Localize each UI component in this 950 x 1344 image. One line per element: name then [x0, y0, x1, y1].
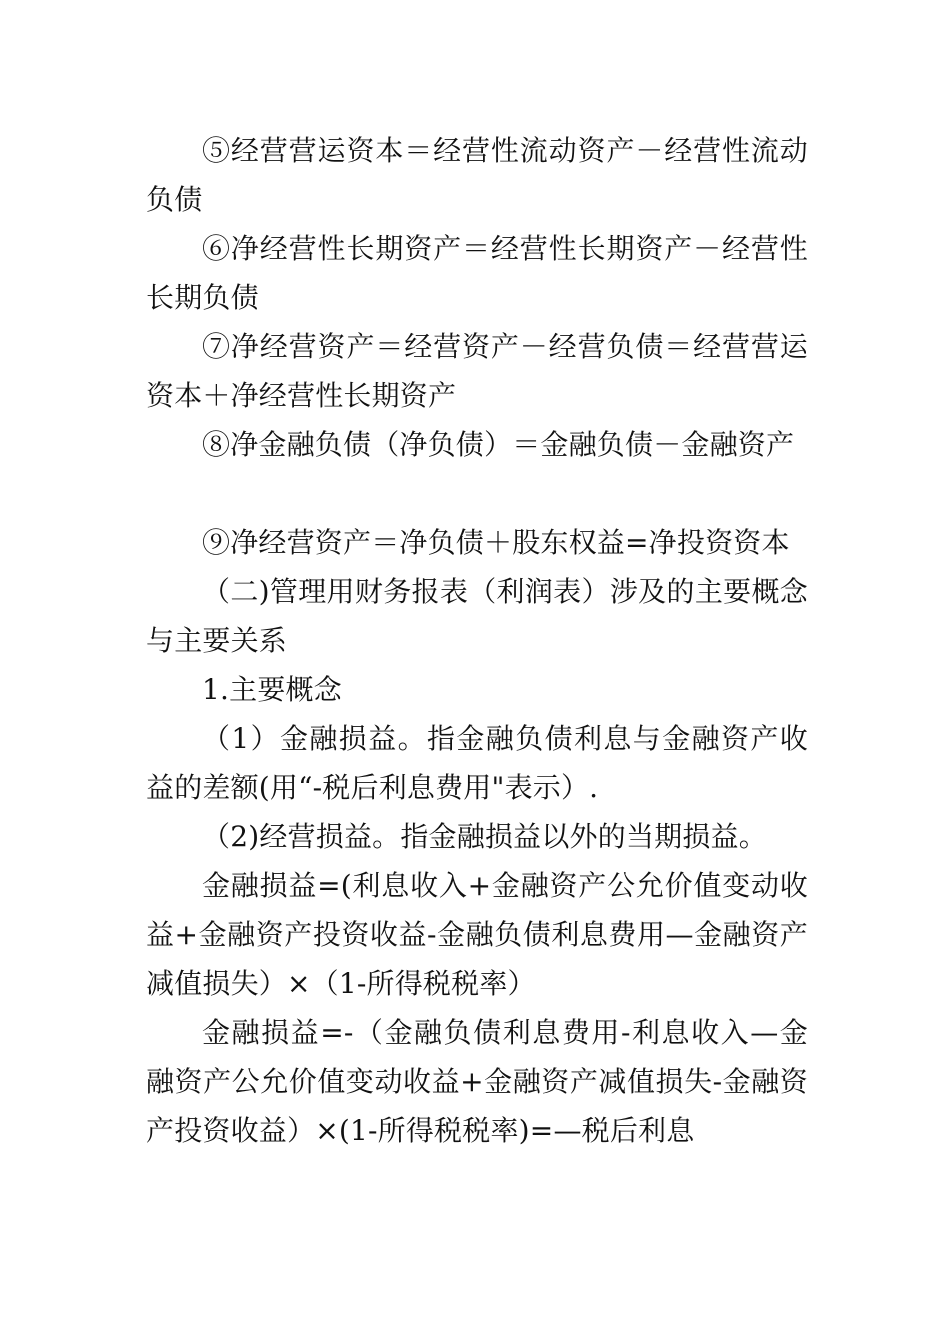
document-body [146, 126, 808, 1155]
formula-financial-profit-loss-1: 金融损益=(利息收入+金融资产公允价值变动收益+金融资产投资收益-金融负债利息费用—金融资产减值损失）×（1-所得税税率） [146, 869, 808, 1000]
formula-net-financial-liabilities: ⑧净金融负债（净负债）＝金融负债－金融资产 [202, 428, 795, 461]
section-heading-income-statement: （二)管理用财务报表（利润表）涉及的主要概念与主要关系 [146, 575, 808, 657]
formula-net-operating-assets: ⑦净经营资产＝经营资产－经营负债＝经营营运资本＋净经营性长期资产 [146, 330, 808, 412]
formula-financial-profit-loss-2: 金融损益=-（金融负债利息费用-利息收入—金融资产公允价值变动收益+金融资产减值损失-金融资产投资收益）×(1-所得税税率)=—税后利息 [146, 1016, 808, 1147]
concept-operating-profit-loss: （2)经营损益。指金融损益以外的当期损益。 [202, 820, 767, 853]
subheading-main-concepts: 1.主要概念 [202, 673, 342, 706]
formula-net-operating-long-term-assets: ⑥净经营性长期资产＝经营性长期资产－经营性长期负债 [146, 232, 808, 314]
concept-financial-profit-loss: （1）金融损益。指金融负债利息与金融资产收益的差额(用“-税后利息费用"表示）. [146, 722, 808, 804]
formula-net-operating-assets-equity: ⑨净经营资产＝净负债＋股东权益=净投资资本 [202, 526, 790, 559]
formula-operating-working-capital: ⑤经营营运资本＝经营性流动资产－经营性流动负债 [146, 134, 808, 216]
